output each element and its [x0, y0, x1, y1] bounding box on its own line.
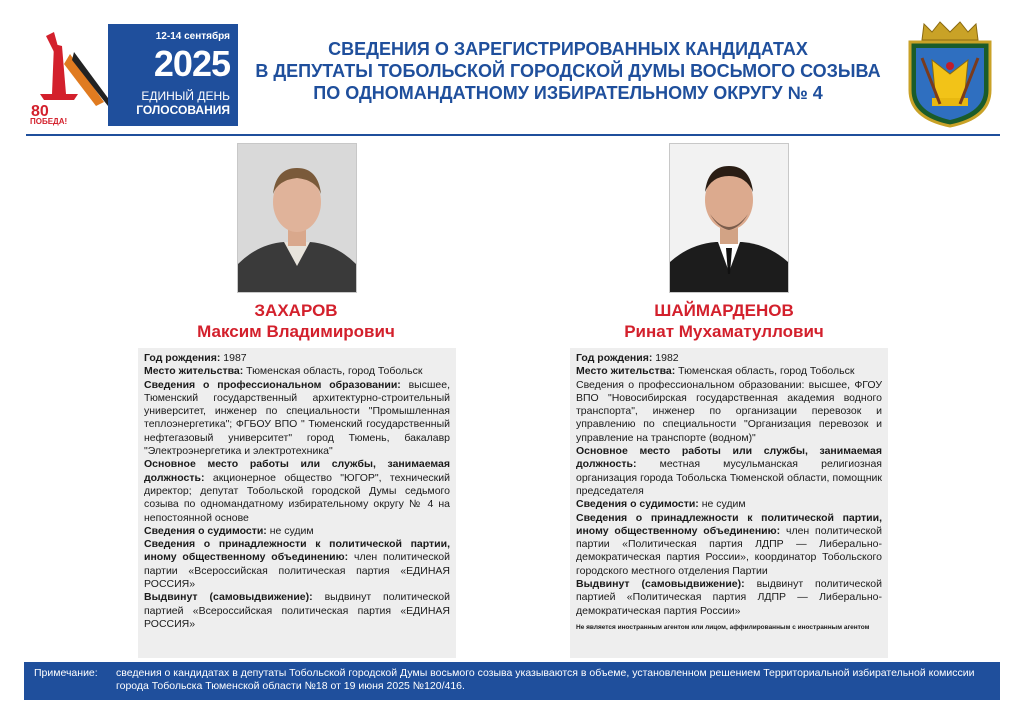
info-field	[576, 578, 882, 618]
coat-of-arms-icon	[902, 18, 998, 128]
field-value: 1982	[652, 352, 679, 364]
field-label: Год рождения:	[576, 352, 653, 364]
field-label: Основное место работы или службы, занимаемая должность:	[144, 458, 450, 484]
candidate-info-card	[570, 348, 888, 658]
field-value: член политической партии «Политическая партия ЛДПР — Либерально-демократическая партия России», координатор Тобольского городского местного отделения Партии	[576, 524, 882, 577]
info-field	[144, 538, 450, 591]
info-field	[576, 445, 882, 498]
field-value: 1987	[220, 352, 247, 364]
field-value: Тюменская область, город Тобольск	[675, 365, 855, 378]
banner-line-1: ЕДИНЫЙ ДЕНЬ	[141, 89, 230, 103]
title-line: ПО ОДНОМАНДАТНОМУ ИЗБИРАТЕЛЬНОМУ ОКРУГУ № 4	[313, 83, 823, 103]
banner-dates: 12-14 сентября	[155, 31, 230, 42]
field-label: Выдвинут (самовыдвижение):	[144, 591, 313, 604]
footer-text: сведения о кандидатах в депутаты Тобольской городской Думы восьмого созыва указываются в объеме, установленном решением Территориальной избирательной комиссии города Тобольска Тюменской области №18 от 19 июня 2025 №120/416.	[116, 667, 975, 692]
field-label: Сведения о профессиональном образовании:	[144, 378, 401, 391]
field-value: член политической партии «Всероссийская политическая партия «ЕДИНАЯ РОССИЯ»	[144, 551, 450, 591]
field-label: Сведения о принадлежности к политической партии, иному общественному объединению:	[144, 538, 450, 564]
victory-80-text: ПОБЕДА!	[30, 117, 68, 126]
field-label: Место жительства:	[576, 365, 676, 378]
field-value: выдвинут политической партией «Политическая партия ЛДПР — Либерально-демократическая партия России»	[576, 578, 882, 617]
title-line: СВЕДЕНИЯ О ЗАРЕГИСТРИРОВАННЫХ КАНДИДАТАХ	[328, 39, 808, 59]
candidate-surname: ШАЙМАРДЕНОВ	[654, 301, 794, 320]
field-label: Выдвинут (самовыдвижение):	[576, 578, 745, 591]
title-line: В ДЕПУТАТЫ ТОБОЛЬСКОЙ ГОРОДСКОЙ ДУМЫ ВОСЬМОГО СОЗЫВА	[255, 61, 881, 81]
info-field	[144, 379, 450, 459]
field-value: акционерное общество "ЮГОР", технический директор; депутат Тобольской городской Думы седьмого созыва по одномандатному избирательному округу № 4 на непостоянной основе	[144, 471, 450, 524]
field-value: не судим	[266, 524, 314, 537]
field-value: не судим	[698, 498, 746, 511]
candidate-name	[544, 300, 904, 342]
field-value: Тюменская область, город Тобольск	[243, 365, 423, 378]
field-value: местная мусульманская религиозная организация города Тобольска Тюменской области, помощник председателя	[576, 458, 882, 497]
info-field	[576, 352, 882, 365]
info-field	[144, 591, 450, 631]
field-label: Сведения о судимости:	[144, 524, 267, 537]
victory-80-number: 80	[31, 103, 49, 120]
footer-label: Примечание:	[34, 667, 98, 679]
info-field	[576, 379, 882, 445]
field-value: Сведения о профессиональном образовании: высшее, ФГОУ ВПО "Новосибирская государственная академия водного транспорта", инженер по организации перевозок и управлению по специальности "Организация перевозок и управление на транспорте (водном)"	[576, 378, 882, 444]
field-label: Основное место работы или службы, занимаемая должность:	[576, 445, 882, 471]
election-day-banner	[26, 24, 238, 126]
candidate-info-card	[138, 348, 456, 658]
candidate-surname: ЗАХАРОВ	[254, 301, 338, 320]
info-field	[576, 512, 882, 578]
field-label: Место жительства:	[144, 365, 244, 378]
candidate-given-name: Максим Владимирович	[197, 322, 395, 341]
info-field	[576, 498, 882, 511]
field-value: высшее, Тюменский государственный архитектурно-строительный университет, инженер по специальности "Промышленная теплоэнергетика"; ФГБОУ ВПО " Тюменский государственный нефтегазовый университет" город Тюмень, бакалавр "Электроэнергетика и электротехника"	[144, 378, 450, 458]
info-field	[144, 352, 450, 365]
info-field	[576, 365, 882, 378]
foreign-agent-note: Не является иностранным агентом или лицом, аффилированным с иностранным агентом	[576, 623, 870, 631]
field-label: Год рождения:	[144, 352, 221, 364]
info-field	[144, 458, 450, 524]
banner-emblem-area	[26, 24, 108, 126]
candidate-portrait-icon	[669, 143, 789, 293]
header-divider	[26, 134, 1000, 136]
banner-year: 2025	[153, 43, 230, 84]
field-value: выдвинут политической партией «Всероссийская политическая партия «ЕДИНАЯ РОССИЯ»	[144, 591, 450, 630]
field-label: Сведения о судимости:	[576, 498, 699, 511]
candidate-portrait-icon	[237, 143, 357, 293]
info-field	[144, 365, 450, 378]
candidate-name	[116, 300, 476, 342]
info-field	[144, 525, 450, 538]
field-label: Сведения о принадлежности к политической партии, иному общественному объединению:	[576, 511, 882, 537]
page-title	[248, 38, 888, 104]
footer-note	[24, 662, 1000, 700]
candidate-given-name: Ринат Мухаматуллович	[624, 322, 824, 341]
banner-line-2: ГОЛОСОВАНИЯ	[136, 103, 230, 117]
